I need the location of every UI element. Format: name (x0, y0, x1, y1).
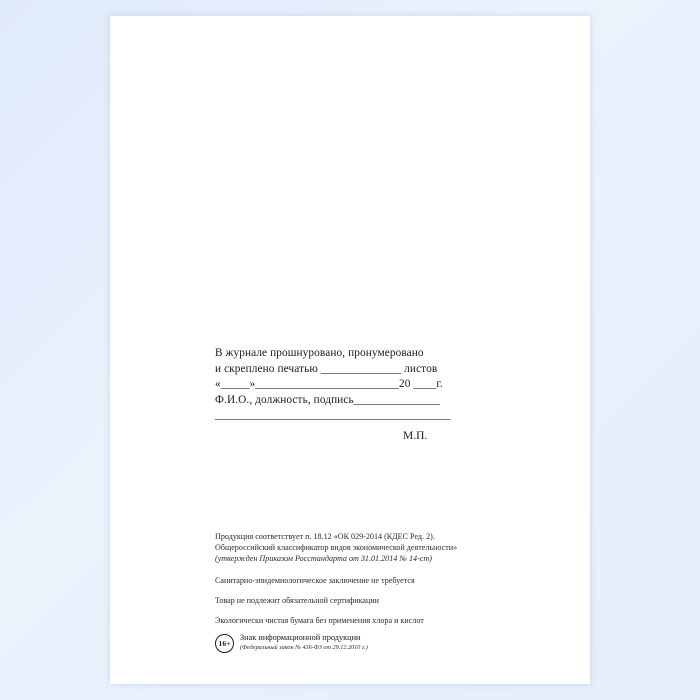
compliance-line-2: Общероссийский классификатор видов экономической деятельности» (215, 543, 458, 553)
age-badge-title: Знак информационной продукции (240, 633, 361, 642)
stamp-line-1: В журнале прошнуровано, пронумеровано (215, 347, 424, 359)
compliance-line-1: Продукция соответствует п. 18.12 «ОК 029-2014 (КДЕС Ред. 2). (215, 532, 435, 541)
stamp-line-5: _________________________________________ (215, 409, 451, 421)
stamp-line-4: Ф.И.О., должность, подпись_______________ (215, 393, 440, 406)
compliance-line-3: (утвержден Приказом Росстандарта от 31.01.2014 № 14-ст) (215, 554, 432, 564)
document-page (110, 16, 590, 684)
age-rating-badge (215, 633, 368, 653)
stamp-line-2: и скреплено печатью ______________ листов (215, 362, 438, 375)
seal-mark: М.П. (403, 430, 428, 442)
age-badge-law: (Федеральный закон № 436-ФЗ от 29.12.2010 г.) (240, 644, 368, 651)
age-badge-text (240, 633, 368, 652)
stamp-block (215, 346, 545, 424)
paper-note: Экологически чистая бумага без применения хлора и кислот (215, 616, 424, 626)
age-rating-icon: 16+ (215, 634, 234, 653)
legal-block (215, 531, 555, 626)
sanitary-note: Санитарно-эпидемиологическое заключение не требуется (215, 575, 415, 585)
certification-note: Товар не подлежит обязательной сертификации (215, 595, 380, 605)
stamp-line-3: «_____»_________________________20 ____г. (215, 378, 443, 390)
